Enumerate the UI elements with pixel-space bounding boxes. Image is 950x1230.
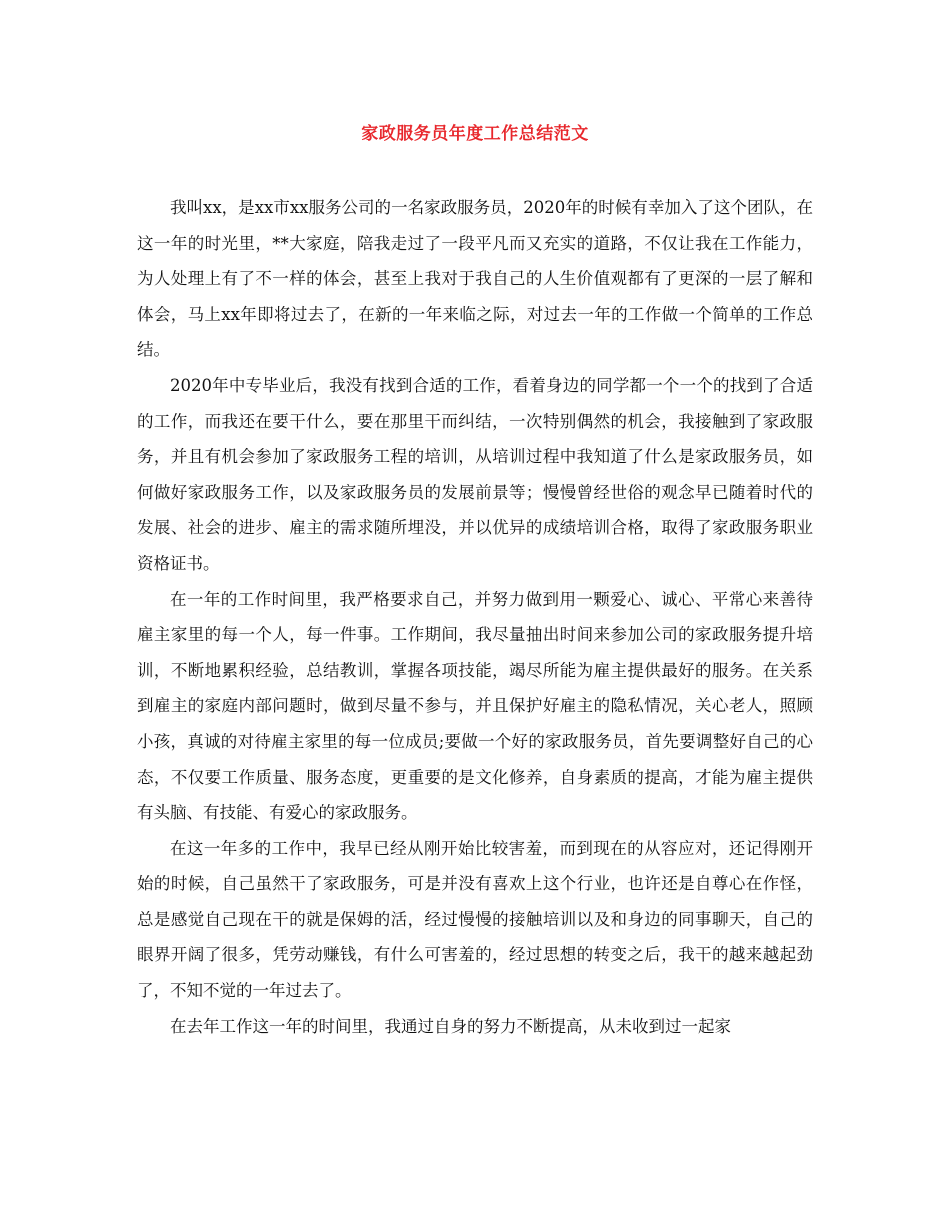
paragraph-2: 2020年中专毕业后，我没有找到合适的工作，看着身边的同学都一个一个的找到了合适的工作，而我还在要干什么，要在那里干而纠结，一次特别偶然的机会，我接触到了家政服务，并且有机会参加了家政服务工程的培训，从培训过程中我知道了什么是家政服务员，如何做好家政服务工作，以及家政服务员的发展前景等；慢慢曾经世俗的观念早已随着时代的发展、社会的进步、雇主的需求随所埋没，并以优异的成绩培训合格，取得了家政服务职业资格证书。 — [137, 375, 813, 573]
paragraph-4: 在这一年多的工作中，我早已经从刚开始比较害羞，而到现在的从容应对，还记得刚开始的时候，自己虽然干了家政服务，可是并没有喜欢上这个行业，也许还是自尊心在作怪，总是感觉自己现在干的就是保姆的活，经过慢慢的接触培训以及和身边的同事聊天，自己的眼界开阔了很多，凭劳动赚钱，有什么可害羞的，经过思想的转变之后，我干的越来越起劲了，不知不觉的一年过去了。 — [137, 838, 813, 1001]
paragraph-1: 我叫xx，是xx市xx服务公司的一名家政服务员，2020年的时候有幸加入了这个团队，在这一年的时光里，**大家庭，陪我走过了一段平凡而又充实的道路，不仅让我在工作能力，为人处理上有了不一样的体会，甚至上我对于我自己的人生价值观都有了更深的一层了解和体会，马上xx年即将过去了，在新的一年来临之际，对过去一年的工作做一个简单的工作总结。 — [137, 198, 813, 360]
document-body — [137, 190, 813, 1044]
paragraph-5: 在去年工作这一年的时间里，我通过自身的努力不断提高，从未收到过一起家 — [170, 1016, 731, 1036]
paragraph-3: 在一年的工作时间里，我严格要求自己，并努力做到用一颗爱心、诚心、平常心来善待雇主家里的每一个人，每一件事。工作期间，我尽量抽出时间来参加公司的家政服务提升培训，不断地累积经验，总结教训，掌握各项技能，竭尽所能为雇主提供最好的服务。在关系到雇主的家庭内部问题时，做到尽量不参与，并且保护好雇主的隐私情况，关心老人，照顾小孩，真诚的对待雇主家里的每一位成员;要做一个好的家政服务员，首先要调整好自己的心态，不仅要工作质量、服务态度，更重要的是文化修养，自身素质的提高，才能为雇主提供有头脑、有技能、有爱心的家政服务。 — [137, 589, 813, 823]
document-title: 家政服务员年度工作总结范文 — [361, 124, 589, 144]
